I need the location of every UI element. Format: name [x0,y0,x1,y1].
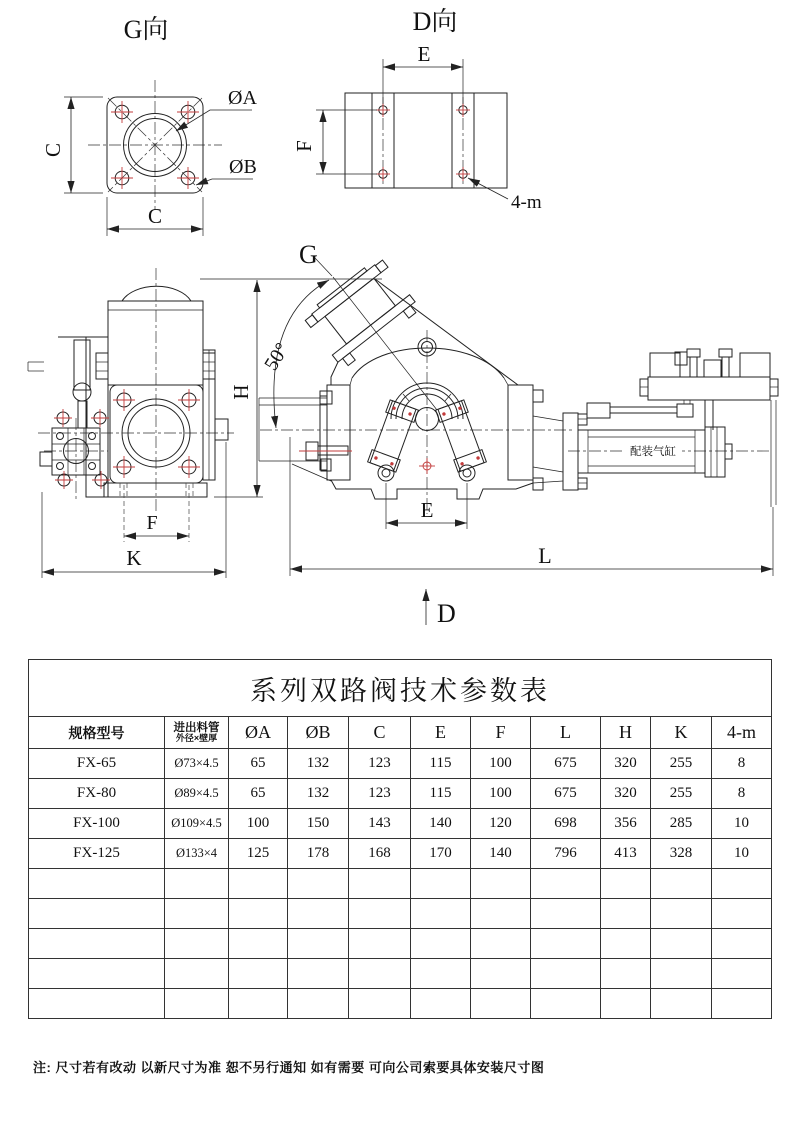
dim-label-l: L [538,543,552,568]
front-view [28,268,234,578]
cell: 170 [411,839,471,869]
cell: 115 [411,779,471,809]
col-header-k: K [651,717,712,749]
table-empty-row [29,989,772,1019]
cell: 675 [531,779,601,809]
col-header-pipe-line2: 外径×壁厚 [175,732,218,743]
cell: 8 [712,779,772,809]
col-header-model: 规格型号 [29,717,165,749]
cell: FX-100 [29,809,165,839]
dim-label-e: E [417,42,431,66]
col-header-e: E [411,717,471,749]
cell: 143 [349,809,411,839]
cell: FX-125 [29,839,165,869]
label-ob: ØB [229,156,257,178]
col-header-pipe [165,717,229,749]
col-header-c: C [349,717,411,749]
cell: 120 [471,809,531,839]
cell: 698 [531,809,601,839]
bolt-hole [376,103,470,181]
label-4m: 4-m [511,192,542,213]
cell: 10 [712,839,772,869]
table-row-fx100 [29,809,772,839]
dim-label-f: F [292,140,316,152]
cell: 132 [288,749,349,779]
cell: 115 [411,749,471,779]
table-row-fx80 [29,779,772,809]
cell: 796 [531,839,601,869]
cell: Ø89×4.5 [165,779,229,809]
cell: 255 [651,779,712,809]
cell: 100 [471,779,531,809]
cell: 140 [411,809,471,839]
table-row-fx125 [29,839,772,869]
col-header-f: F [471,717,531,749]
footnote: 注: 尺寸若有改动 以新尺寸为准 恕不另行通知 如有需要 可向公司索要具体安装尺寸图 [33,1060,545,1075]
cell: 255 [651,749,712,779]
solenoid-manifold [640,349,778,400]
cell: 125 [229,839,288,869]
cell: 100 [229,809,288,839]
table-empty-row [29,959,772,989]
cell: 178 [288,839,349,869]
dim-label-c-left: C [41,142,65,158]
label-g: G [299,240,318,269]
guard-plate-left [368,400,419,472]
d-view [292,7,542,213]
cell: 132 [288,779,349,809]
cell: 100 [471,749,531,779]
dim-label-h: H [229,384,253,400]
dim-label-e-side: E [420,498,434,522]
cell: FX-80 [29,779,165,809]
cell: 10 [712,809,772,839]
bolt-hole [54,409,110,489]
spec-table [28,659,772,1019]
cell: 123 [349,749,411,779]
cell: 328 [651,839,712,869]
col-header-h: H [601,717,651,749]
cell: 123 [349,779,411,809]
label-angle-50: 50° [260,339,294,375]
dim-label-c-bottom: C [147,204,163,228]
label-oa: ØA [228,87,257,109]
g-view-title: G向 [123,15,169,44]
cell: 65 [229,749,288,779]
table-header-row [29,717,772,749]
cell: Ø109×4.5 [165,809,229,839]
bolt-hole [113,389,200,478]
cell: 285 [651,809,712,839]
label-d-arrow: D [437,599,456,628]
table-title: 系列双路阀技术参数表 [29,660,772,717]
cell: 356 [601,809,651,839]
cell: 320 [601,749,651,779]
table-empty-row [29,869,772,899]
col-header-4m: 4-m [712,717,772,749]
dim-label-f-front: F [146,512,158,534]
dim-label-k: K [126,546,142,570]
cell: 675 [531,749,601,779]
cell: 140 [471,839,531,869]
cell: Ø73×4.5 [165,749,229,779]
table-empty-row [29,899,772,929]
table-title-row [29,660,772,717]
cell: 168 [349,839,411,869]
d-view-title: D向 [412,7,458,36]
cell: Ø133×4 [165,839,229,869]
g-view [41,15,257,236]
cell: 413 [601,839,651,869]
cell: 8 [712,749,772,779]
table-row-fx65 [29,749,772,779]
col-header-ob: ØB [288,717,349,749]
cell: 65 [229,779,288,809]
side-view [200,240,773,628]
col-header-pipe-line1: 进出料管 [173,721,220,734]
col-header-oa: ØA [229,717,288,749]
table-empty-row [29,929,772,959]
cell: 320 [601,779,651,809]
inclined-branch [302,256,420,369]
cell: FX-65 [29,749,165,779]
col-header-l: L [531,717,601,749]
cell: 150 [288,809,349,839]
guard-plate-right [436,400,487,472]
cylinder-label: 配装气缸 [630,446,676,458]
cylinder-assembly [533,349,778,507]
